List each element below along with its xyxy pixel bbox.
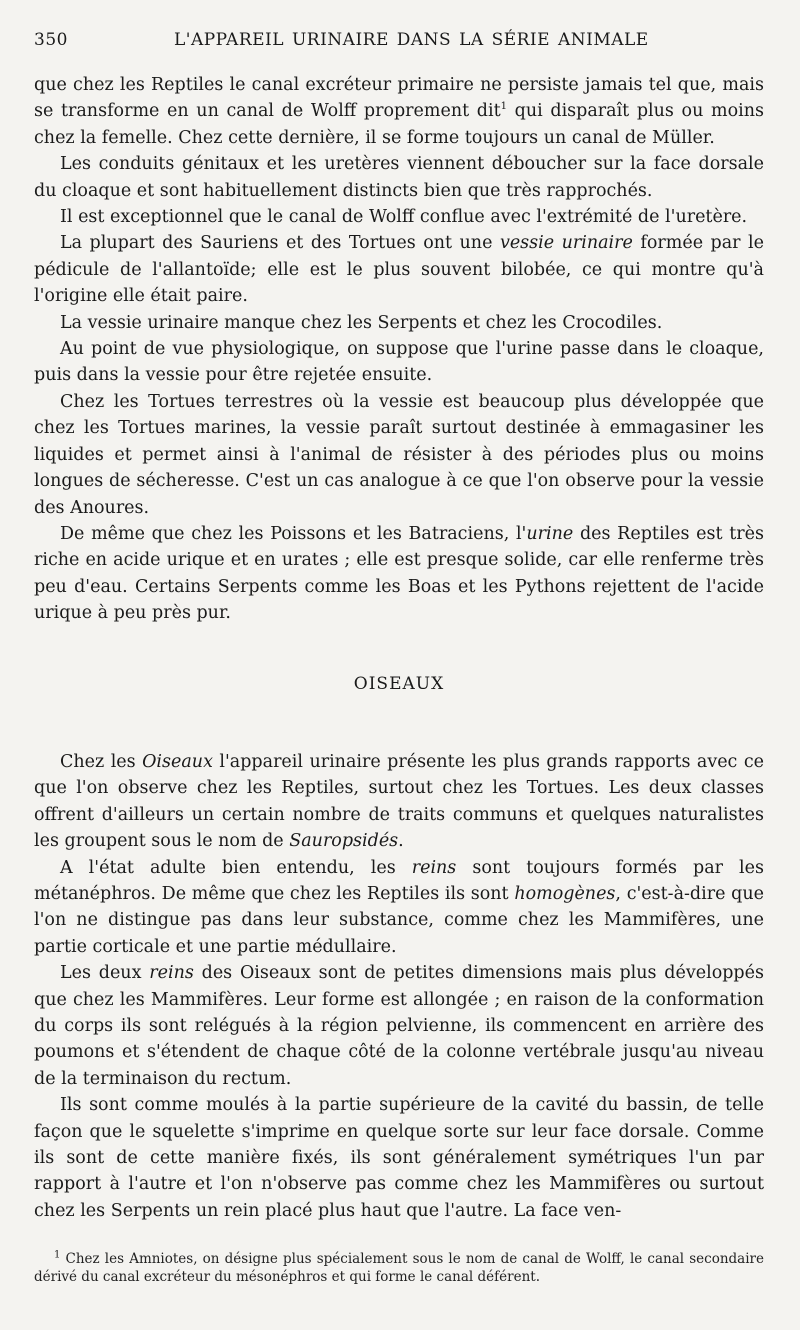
paragraph [34, 151, 764, 204]
page-number: 350 [34, 30, 68, 50]
paragraph [34, 855, 764, 961]
paragraph-text: , c'est-à-dire que l'on ne distingue pas dans leur substance, comme chez les Mammifères, une partie corticale et une partie médullaire. [34, 883, 764, 957]
paragraph-text: des Oiseaux sont de petites dimensions mais plus développés que chez les Mammifères. Leur forme est allongée ; en raison de la conformation du corps ils sont relégués à la région pelvienne, ils commencent en arrière des poumons et s'étendent de chaque côté de la colonne vertébrale jusqu'au niveau de la terminaison du rectum. [34, 963, 764, 1089]
paragraph-text: Au point de vue physiologique, on suppose que l'urine passe dans le cloaque, puis dans la vessie pour être rejetée ensuite. [34, 339, 764, 386]
paragraph [34, 389, 764, 521]
paragraph-text: Chez les [60, 751, 136, 772]
italic-term: urine [526, 523, 574, 544]
paragraph [34, 521, 764, 627]
paragraph-text: l'appareil urinaire présente les plus grands rapports avec ce que l'on observe chez les Reptiles, surtout chez les Tortues. Les deux classes offrent d'ailleurs un certain nombre de traits communs et quelques naturalistes les groupent sous le nom de [34, 751, 764, 852]
paragraph-text: . [398, 831, 404, 852]
paragraph-text: sont toujours formés par les métanéphros. De même que chez les Reptiles ils sont [34, 857, 764, 904]
paragraph-text: formée par le pédicule de l'allantoïde; elle est le plus souvent bilobée, ce qui montre qu'à l'origine elle était paire. [34, 233, 764, 307]
paragraph-text: Chez les Tortues terrestres où la vessie est beaucoup plus développée que chez les Tortues marines, la vessie paraît surtout destinée à emmagasiner les liquides et permet ainsi à l'animal de résister à des périodes plus ou moins longues de sécheresse. C'est un cas analogue à ce que l'on observe pour la vessie des Anoures. [34, 391, 764, 518]
paragraph [34, 72, 764, 151]
section-heading: OISEAUX [353, 673, 445, 694]
paragraph [34, 749, 764, 855]
paragraph-text: De même que chez les Poissons et les Batraciens, l' [60, 523, 527, 544]
paragraph [34, 1092, 764, 1224]
italic-term: Oiseaux [142, 751, 213, 772]
footnote [34, 1250, 764, 1286]
italic-term: homogènes [514, 883, 616, 904]
italic-term: Sauropsidés [289, 831, 399, 852]
italic-term: reins [149, 963, 194, 984]
italic-term: reins [411, 857, 457, 878]
paragraph [34, 204, 764, 230]
paragraph-text: Les deux [60, 963, 142, 984]
italic-term: vessie urinaire [499, 233, 633, 254]
paragraph [34, 230, 764, 309]
page [34, 26, 764, 1224]
paragraph-text: Il est exceptionnel que le canal de Wolff conflue avec l'extrémité de l'uretère. [60, 207, 748, 228]
paragraph-text: Les conduits génitaux et les uretères viennent déboucher sur la face dorsale du cloaque et sont habituellement distincts bien que très rapprochés. [34, 154, 764, 201]
paragraph-text: La vessie urinaire manque chez les Serpents et chez les Crocodiles. [60, 312, 663, 333]
paragraph-text: qui disparaît plus ou moins chez la femelle. Chez cette dernière, il se forme toujours un canal de Müller. [34, 101, 764, 148]
paragraph-text: des Reptiles est très riche en acide urique et en urates ; elle est presque solide, car elle renferme très peu d'eau. Certains Serpents comme les Boas et les Pythons rejettent de l'acide urique à peu près pur. [34, 523, 764, 624]
footnote-paragraph [34, 1250, 764, 1286]
running-title: L'APPAREIL URINAIRE DANS LA SÉRIE ANIMALE [174, 30, 649, 50]
paragraph [34, 310, 764, 336]
body-text [34, 72, 764, 1224]
footnote-text: Chez les Amniotes, on désigne plus spécialement sous le nom de canal de Wolff, le canal secondaire dérivé du canal excréteur du mésonéphros et qui forme le canal déférent. [34, 1251, 764, 1285]
paragraph-text: A l'état adulte bien entendu, les [60, 857, 396, 878]
footnote-marker: 1 [54, 1249, 61, 1261]
paragraph-text: Ils sont comme moulés à la partie supérieure de la cavité du bassin, de telle façon que le squelette s'imprime en quelque sorte sur leur face dorsale. Comme ils sont de cette manière fixés, ils sont généralement symétriques l'un par rapport à l'autre et l'on n'observe pas comme chez les Mammifères ou surtout chez les Serpents un rein placé plus haut que l'autre. La face ven- [34, 1095, 764, 1221]
paragraph-text: La plupart des Sauriens et des Tortues ont une [60, 233, 493, 254]
page-header [34, 26, 764, 56]
paragraph [34, 336, 764, 389]
paragraph-text: que chez les Reptiles le canal excréteur primaire ne persiste jamais tel que, mais se transforme en un canal de Wolff proprement dit [34, 75, 764, 122]
paragraph [34, 960, 764, 1092]
footnote-reference: 1 [500, 101, 508, 113]
